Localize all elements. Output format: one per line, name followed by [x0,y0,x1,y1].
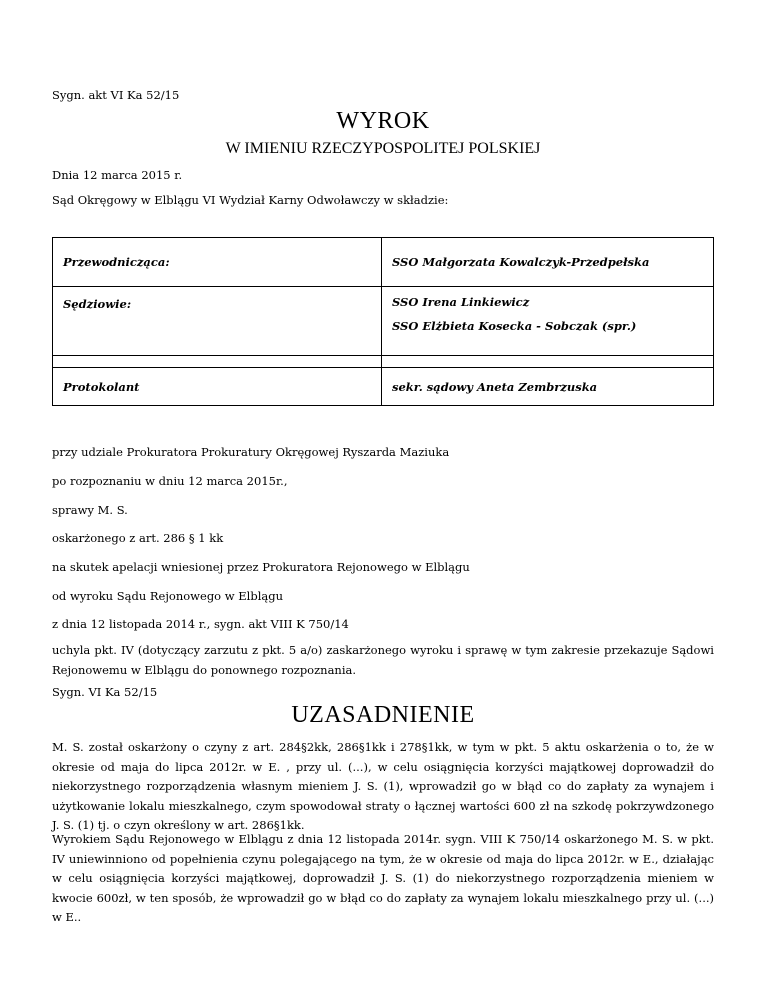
prosecutor-line: przy udziale Prokuratora Prokuratury Okręgowej Ryszarda Maziuka [52,445,450,459]
judge-1-name: SSO Irena Linkiewicz [392,295,530,309]
clerk-label: Protokolant [53,368,382,406]
court-composition: Sąd Okręgowy w Elblągu VI Wydział Karny Odwoławczy w składzie: [52,193,449,207]
clerk-row [53,368,714,406]
justification-paragraph-2: Wyrokiem Sądu Rejonowego w Elblągu z dnia 12 listopada 2014r. sygn. VIII K 750/14 oskarżonego M. S. w pkt. IV uniewinniono od popełnienia czynu polegającego na tym, że w okresie od maja do lipca 2012r. w E., działając w celu osiągnięcia korzyści majątkowej, doprowadził J. S. (1) do niekorzystnego rozporządzenia mieniem w kwocie 600zł, w ten sposób, że wprowadził go w błąd co do zapłaty za wynajem lokalu mieszkalnego przy ul. (...) w E.. [52,832,714,924]
justification-paragraph-1: M. S. został oskarżony o czyny z art. 284§2kk, 286§1kk i 278§1kk, w tym w pkt. 5 aktu oskarżenia o to, że w okresie od maja do lipca 2012r. w E. , przy ul. (...), w celu osiągnięcia korzyści majątkowej doprowadził do niekorzystnego rozporządzenia własnym mieniem J. S. (1), wprowadził go w błąd co do zapłaty za wynajem i użytkowanie lokalu mieszkalnego, czym spowodował straty o łącznej wartości 600 zł na szkodę pokrzywdzonego J. S. (1) tj. o czyn określony w art. 286§1kk. [52,740,714,832]
verdict-date: Dnia 12 marca 2015 r. [52,168,183,182]
verdict-date-line: z dnia 12 listopada 2014 r., sygn. akt VIII K 750/14 [52,617,349,631]
judges-row [53,287,714,356]
charge-line: oskarżonego z art. 286 § 1 kk [52,531,224,545]
appeal-line: na skutek apelacji wniesionej przez Prokuratora Rejonowego w Elblągu [52,560,470,574]
from-verdict-line: od wyroku Sądu Rejonowego w Elblągu [52,589,283,603]
judges-panel-table [52,237,714,406]
case-signature: Sygn. akt VI Ka 52/15 [52,88,180,102]
justification-title: UZASADNIENIE [291,702,475,728]
judges-label: Sędziowie: [53,287,382,356]
chair-label: Przewodnicząca: [53,238,382,287]
chair-name: SSO Małgorzata Kowalczyk-Przedpełska [382,238,714,287]
verdict-subtitle: W IMIENIU RZECZYPOSPOLITEJ POLSKIEJ [225,140,541,157]
verdict-title: WYROK [336,108,430,134]
ruling-paragraph: uchyla pkt. IV (dotyczący zarzutu z pkt. 5 a/o) zaskarżonego wyroku i sprawę w tym zakresie przekazuje Sądowi Rejonowemu w Elblągu do ponownego rozpoznania. [52,643,714,677]
spacer-row [53,356,714,368]
judge-2-name: SSO Elżbieta Kosecka - Sobczak (spr.) [392,319,637,333]
clerk-name: sekr. sądowy Aneta Zembrzuska [382,368,714,406]
considered-line: po rozpoznaniu w dniu 12 marca 2015r., [52,474,288,488]
chair-row [53,238,714,287]
justification-signature: Sygn. VI Ka 52/15 [52,685,158,699]
judges-names [382,287,714,356]
case-line: sprawy M. S. [52,503,128,517]
